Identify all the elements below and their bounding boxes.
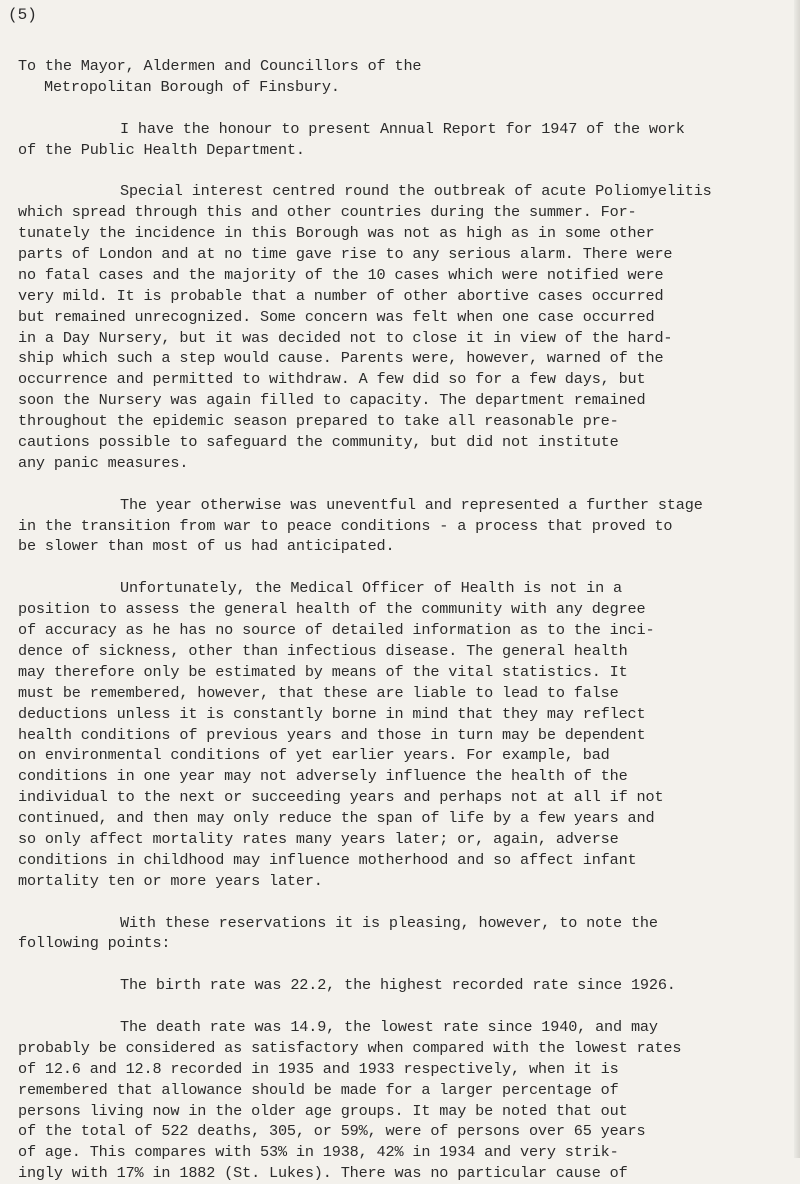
text-line: deductions unless it is constantly borne in mind that they may reflect bbox=[18, 704, 646, 723]
text-line: individual to the next or succeeding years and perhaps not at all if not bbox=[18, 788, 664, 807]
text-line: may therefore only be estimated by means of the vital statistics. It bbox=[18, 662, 628, 681]
text-line: parts of London and at no time gave rise to any serious alarm. There were bbox=[18, 245, 673, 264]
address-line: To the Mayor, Aldermen and Councillors of the bbox=[18, 57, 422, 75]
paragraph-birth-rate bbox=[18, 975, 788, 996]
text-line: soon the Nursery was again filled to capacity. The department remained bbox=[18, 391, 646, 410]
address-line: Metropolitan Borough of Finsbury. bbox=[44, 77, 340, 96]
text-line: in a Day Nursery, but it was decided not to close it in view of the hard- bbox=[18, 328, 673, 347]
text-line: any panic measures. bbox=[18, 453, 189, 472]
text-line: With these reservations it is pleasing, however, to note the bbox=[120, 913, 658, 932]
text-line: following points: bbox=[18, 934, 171, 953]
text-line: The death rate was 14.9, the lowest rate since 1940, and may bbox=[120, 1017, 658, 1036]
text-line: of age. This compares with 53% in 1938, 42% in 1934 and very strik- bbox=[18, 1143, 619, 1162]
text-line: The year otherwise was uneventful and represented a further stage bbox=[120, 495, 703, 514]
report-body bbox=[18, 56, 788, 1184]
paragraph-death-rate bbox=[18, 1017, 788, 1184]
text-line: conditions in one year may not adversely influence the health of the bbox=[18, 767, 628, 786]
text-line: remembered that allowance should be made for a larger percentage of bbox=[18, 1080, 619, 1099]
text-line: ingly with 17% in 1882 (St. Lukes). There was no particular cause of bbox=[18, 1164, 628, 1183]
text-line: tunately the incidence in this Borough was not as high as in some other bbox=[18, 224, 655, 243]
paragraph-introduction bbox=[18, 119, 788, 161]
text-line: throughout the epidemic season prepared to take all reasonable pre- bbox=[18, 412, 619, 431]
text-line: but remained unrecognized. Some concern was felt when one case occurred bbox=[18, 307, 655, 326]
text-line: ship which such a step would cause. Parents were, however, warned of the bbox=[18, 349, 664, 368]
paragraph-transition bbox=[18, 495, 788, 558]
text-line: occurrence and permitted to withdraw. A few did so for a few days, but bbox=[18, 370, 646, 389]
text-line: The birth rate was 22.2, the highest recorded rate since 1926. bbox=[120, 976, 676, 995]
page-number: (5) bbox=[8, 6, 37, 24]
text-line: of the total of 522 deaths, 305, or 59%, were of persons over 65 years bbox=[18, 1122, 646, 1141]
text-line: position to assess the general health of the community with any degree bbox=[18, 600, 646, 619]
text-line: must be remembered, however, that these are liable to lead to false bbox=[18, 683, 619, 702]
text-line: continued, and then may only reduce the span of life by a few years and bbox=[18, 809, 655, 828]
text-line: in the transition from war to peace conditions - a process that proved to bbox=[18, 516, 673, 535]
paragraph-reservations bbox=[18, 913, 788, 955]
text-line: no fatal cases and the majority of the 10 cases which were notified were bbox=[18, 265, 664, 284]
text-line: dence of sickness, other than infectious disease. The general health bbox=[18, 641, 628, 660]
text-line: health conditions of previous years and those in turn may be dependent bbox=[18, 725, 646, 744]
text-line: Special interest centred round the outbreak of acute Poliomyelitis bbox=[120, 182, 712, 201]
text-line: of accuracy as he has no source of detailed information as to the inci- bbox=[18, 621, 655, 640]
text-line: conditions in childhood may influence motherhood and so affect infant bbox=[18, 850, 637, 869]
page-edge-shadow bbox=[794, 0, 800, 1158]
paragraph-general-health bbox=[18, 578, 788, 891]
text-line: mortality ten or more years later. bbox=[18, 871, 323, 890]
text-line: very mild. It is probable that a number of other abortive cases occurred bbox=[18, 286, 664, 305]
text-line: I have the honour to present Annual Report for 1947 of the work bbox=[120, 119, 685, 138]
address-block bbox=[18, 56, 788, 98]
text-line: probably be considered as satisfactory when compared with the lowest rates bbox=[18, 1038, 682, 1057]
text-line: of the Public Health Department. bbox=[18, 140, 305, 159]
text-line: persons living now in the older age groups. It may be noted that out bbox=[18, 1101, 628, 1120]
text-line: be slower than most of us had anticipated. bbox=[18, 537, 395, 556]
paragraph-poliomyelitis bbox=[18, 181, 788, 473]
text-line: which spread through this and other countries during the summer. For- bbox=[18, 203, 637, 222]
text-line: so only affect mortality rates many years later; or, again, adverse bbox=[18, 829, 619, 848]
text-line: of 12.6 and 12.8 recorded in 1935 and 1933 respectively, when it is bbox=[18, 1059, 619, 1078]
text-line: on environmental conditions of yet earlier years. For example, bad bbox=[18, 746, 610, 765]
text-line: cautions possible to safeguard the community, but did not institute bbox=[18, 433, 619, 452]
text-line: Unfortunately, the Medical Officer of Health is not in a bbox=[120, 579, 622, 598]
